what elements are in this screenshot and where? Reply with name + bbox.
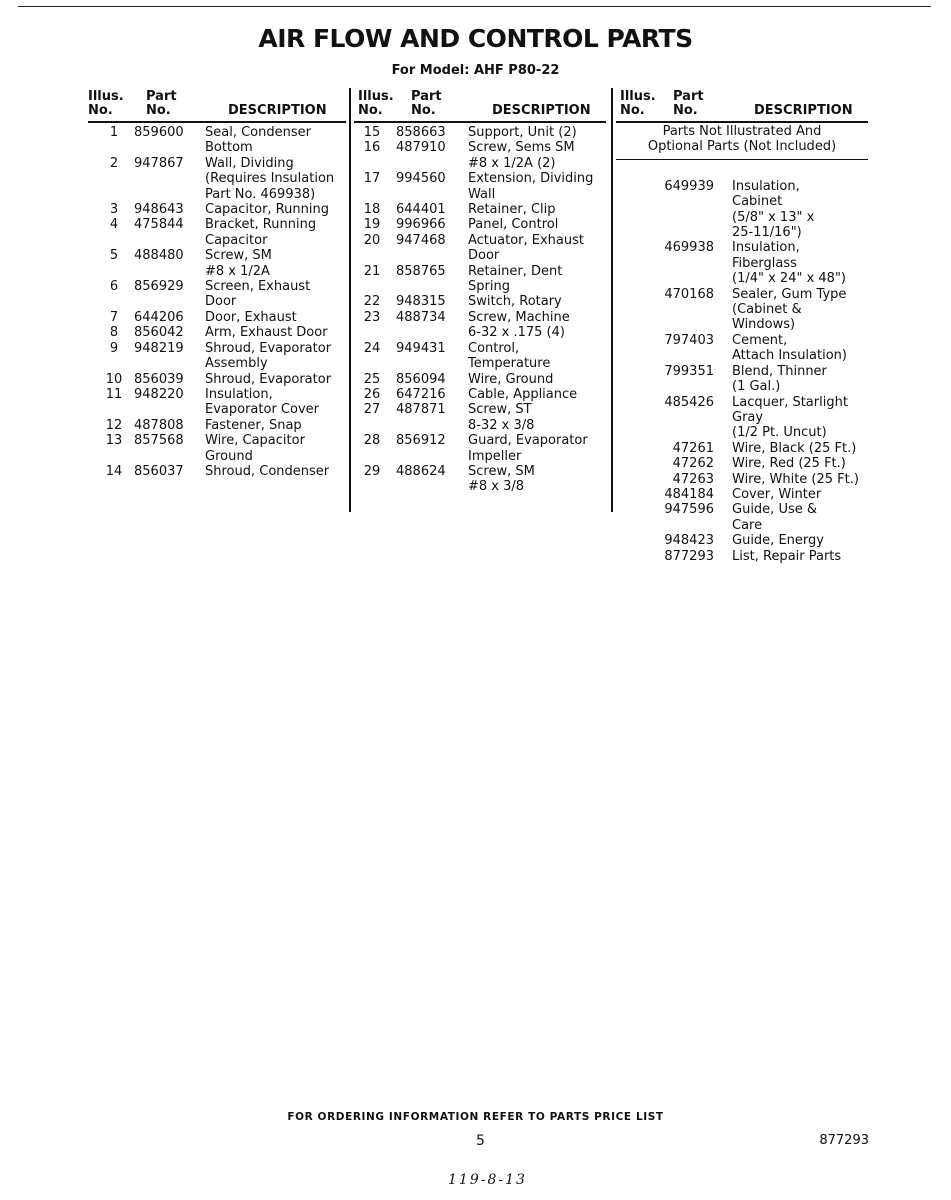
part-description: Capacitor, Running (205, 202, 329, 218)
parts-row (88, 372, 346, 387)
part-description: 25-11/16") (732, 225, 802, 241)
part-description: Capacitor (205, 232, 268, 248)
part-number: 470168 (664, 286, 714, 302)
part-description: Door, Exhaust (205, 309, 297, 325)
part-description: Screw, Machine (468, 309, 570, 325)
part-description: Guide, Use & (732, 502, 817, 518)
illus-number: 26 (363, 386, 381, 402)
part-description: Shroud, Evaporator (205, 371, 332, 387)
part-description: Fiberglass (732, 255, 797, 271)
illus-number: 9 (109, 340, 119, 356)
top-rule (18, 6, 931, 7)
part-description: Fastener, Snap (205, 417, 302, 433)
parts-row (354, 294, 606, 309)
part-number: 487910 (396, 140, 446, 156)
part-description: Insulation, (732, 178, 800, 194)
illus-header: Illus. No. (358, 89, 394, 118)
part-description: (Cabinet & (732, 302, 802, 318)
part-description: Screw, SM (205, 248, 272, 264)
part-number: 856912 (396, 433, 446, 449)
part-description: Cement, (732, 332, 788, 348)
parts-row (354, 202, 606, 217)
column-divider (349, 88, 351, 512)
optional-parts-note: Parts Not Illustrated And Optional Parts (Not Included) (647, 124, 837, 155)
part-description: Retainer, Dent (468, 263, 563, 279)
part-description: Retainer, Clip (468, 202, 556, 218)
parts-row (88, 325, 346, 340)
parts-row (354, 387, 606, 402)
part-number: 948423 (664, 533, 714, 549)
part-number: 644401 (396, 202, 446, 218)
illus-number: 6 (109, 279, 119, 295)
part-number: 947867 (134, 155, 184, 171)
part-number: 47263 (672, 471, 714, 487)
part-number: 47261 (672, 440, 714, 456)
illus-number: 1 (109, 125, 119, 140)
part-number: 858765 (396, 263, 446, 279)
part-description: Support, Unit (2) (468, 125, 577, 140)
parts-column-3 (616, 88, 868, 564)
ordering-footer: FOR ORDERING INFORMATION REFER TO PARTS PRICE LIST (287, 1111, 664, 1123)
part-description: (1 Gal.) (732, 379, 781, 395)
part-description: List, Repair Parts (732, 548, 842, 564)
part-description: Evaporator Cover (205, 402, 319, 418)
illus-number: 20 (363, 232, 381, 248)
part-number: 649939 (664, 178, 714, 194)
part-description: Actuator, Exhaust (468, 232, 584, 248)
part-number: 469938 (664, 240, 714, 256)
parts-list (616, 160, 868, 564)
parts-row (354, 464, 606, 495)
part-description: Sealer, Gum Type (732, 286, 847, 302)
part-description: Screw, ST (468, 402, 532, 418)
part-description: Part No. 469938) (205, 186, 316, 202)
illus-number: 25 (363, 371, 381, 387)
part-number: 948219 (134, 340, 184, 356)
part-description: Seal, Condenser (205, 125, 311, 140)
part-header: Part No. (146, 89, 177, 118)
parts-row (88, 279, 346, 310)
parts-row (616, 240, 868, 286)
parts-row (354, 341, 606, 372)
parts-row (616, 333, 868, 364)
parts-row (616, 533, 868, 548)
part-description: Wire, Black (25 Ft.) (732, 440, 857, 456)
part-number: 996966 (396, 217, 446, 233)
parts-row (88, 125, 346, 156)
parts-row (354, 125, 606, 140)
parts-row (354, 217, 606, 232)
parts-row (88, 310, 346, 325)
parts-column-2 (354, 88, 606, 495)
part-number: 799351 (664, 363, 714, 379)
part-description: Windows) (732, 317, 796, 333)
parts-row (354, 372, 606, 387)
part-description: Shroud, Condenser (205, 463, 330, 479)
page-number: 5 (476, 1133, 485, 1149)
parts-row (88, 433, 346, 464)
part-number: 488624 (396, 463, 446, 479)
part-number: 949431 (396, 340, 446, 356)
part-number: 856037 (134, 463, 184, 479)
part-number: 484184 (664, 486, 714, 502)
part-description: Wall, Dividing (205, 155, 294, 171)
part-description: Control, (468, 340, 520, 356)
parts-list (88, 123, 346, 479)
parts-row (354, 310, 606, 341)
part-description: Insulation, (732, 240, 800, 256)
parts-column-1 (88, 88, 346, 479)
part-number: 47262 (672, 456, 714, 472)
part-description: Wire, White (25 Ft.) (732, 471, 859, 487)
part-description: Shroud, Evaporator (205, 340, 332, 356)
parts-row (88, 387, 346, 418)
description-header: DESCRIPTION (754, 103, 853, 118)
part-header: Part No. (411, 89, 442, 118)
part-description: #8 x 1/2A (205, 263, 270, 279)
part-number: 487808 (134, 417, 184, 433)
illus-number: 23 (363, 309, 381, 325)
description-header: DESCRIPTION (492, 103, 591, 118)
part-number: 856094 (396, 371, 446, 387)
illus-number: 29 (363, 463, 381, 479)
parts-row (616, 287, 868, 333)
part-number: 858663 (396, 125, 446, 140)
part-description: Arm, Exhaust Door (205, 325, 328, 341)
illus-number: 10 (105, 371, 123, 387)
column-header (88, 88, 346, 123)
handwritten-note: 119-8-13 (448, 1172, 527, 1188)
illus-number: 16 (363, 140, 381, 156)
parts-row (616, 472, 868, 487)
parts-row (354, 402, 606, 433)
part-description: Impeller (468, 448, 522, 464)
illus-number: 27 (363, 402, 381, 418)
part-description: 6-32 x .175 (4) (468, 325, 565, 341)
illus-number: 18 (363, 202, 381, 218)
part-description: Switch, Rotary (468, 294, 562, 310)
part-description: Guide, Energy (732, 533, 824, 549)
illus-number: 19 (363, 217, 381, 233)
illus-number: 12 (105, 417, 123, 433)
part-description: Screw, SM (468, 463, 535, 479)
part-number: 856929 (134, 279, 184, 295)
part-description: Insulation, (205, 386, 273, 402)
parts-row (354, 433, 606, 464)
part-description: #8 x 1/2A (2) (468, 155, 556, 171)
part-number: 644206 (134, 309, 184, 325)
parts-row (616, 441, 868, 456)
parts-row (88, 341, 346, 372)
part-description: Gray (732, 409, 764, 425)
part-description: Blend, Thinner (732, 363, 827, 379)
part-description: Temperature (468, 356, 551, 372)
part-description: (Requires Insulation (205, 171, 335, 187)
illus-number: 14 (105, 463, 123, 479)
parts-row (88, 464, 346, 479)
part-number: 994560 (396, 171, 446, 187)
parts-row (88, 217, 346, 248)
illus-number: 11 (105, 386, 123, 402)
illus-number: 13 (105, 433, 123, 449)
illus-number: 17 (363, 171, 381, 187)
illus-header: Illus. No. (88, 89, 124, 118)
part-description: Bottom (205, 140, 253, 156)
part-description: (1/2 Pt. Uncut) (732, 425, 827, 441)
part-description: Wall (468, 186, 496, 202)
parts-row (616, 502, 868, 533)
illus-number: 15 (363, 125, 381, 140)
part-number: 485426 (664, 394, 714, 410)
part-description: Extension, Dividing (468, 171, 594, 187)
part-description: 8-32 x 3/8 (468, 417, 535, 433)
parts-row (616, 364, 868, 395)
part-number: 647216 (396, 386, 446, 402)
parts-list (354, 123, 606, 495)
part-description: Attach Insulation) (732, 348, 847, 364)
part-description: Wire, Capacitor (205, 433, 305, 449)
part-description: Door (205, 294, 237, 310)
parts-row (616, 456, 868, 471)
model-subtitle: For Model: AHF P80-22 (391, 63, 560, 78)
part-description: Door (468, 248, 500, 264)
part-number: 948643 (134, 202, 184, 218)
parts-row (616, 487, 868, 502)
illus-number: 3 (109, 202, 119, 218)
parts-row (616, 179, 868, 241)
illus-number: 8 (109, 325, 119, 341)
part-description: Panel, Control (468, 217, 559, 233)
part-number: 857568 (134, 433, 184, 449)
parts-row (88, 418, 346, 433)
part-description: Care (732, 517, 763, 533)
part-number: 856039 (134, 371, 184, 387)
part-number: 947468 (396, 232, 446, 248)
illus-number: 21 (363, 263, 381, 279)
parts-row (88, 202, 346, 217)
part-number: 948220 (134, 386, 184, 402)
part-description: Screen, Exhaust (205, 279, 311, 295)
parts-row (88, 248, 346, 279)
illus-number: 2 (109, 155, 119, 171)
part-description: Ground (205, 448, 253, 464)
part-number: 488734 (396, 309, 446, 325)
description-header: DESCRIPTION (228, 103, 327, 118)
page-title: AIR FLOW AND CONTROL PARTS (258, 24, 693, 53)
illus-number: 4 (109, 217, 119, 233)
illus-number: 7 (109, 309, 119, 325)
part-number: 487871 (396, 402, 446, 418)
document-number: 877293 (819, 1133, 869, 1148)
part-description: Bracket, Running (205, 217, 317, 233)
parts-row (354, 140, 606, 171)
part-number: 856042 (134, 325, 184, 341)
part-number: 877293 (664, 548, 714, 564)
part-number: 947596 (664, 502, 714, 518)
parts-row (616, 549, 868, 564)
part-description: (5/8" x 13" x (732, 209, 815, 225)
part-description: Cover, Winter (732, 486, 822, 502)
part-number: 475844 (134, 217, 184, 233)
part-number: 797403 (664, 332, 714, 348)
parts-row (616, 395, 868, 441)
parts-row (354, 171, 606, 202)
column-header (354, 88, 606, 123)
column-header (616, 88, 868, 123)
parts-row (88, 156, 346, 202)
part-description: Assembly (205, 356, 268, 372)
part-description: Wire, Red (25 Ft.) (732, 456, 846, 472)
illus-number: 22 (363, 294, 381, 310)
part-number: 948315 (396, 294, 446, 310)
part-description: #8 x 3/8 (468, 479, 525, 495)
part-header: Part No. (673, 89, 704, 118)
column-divider (611, 88, 613, 512)
part-description: Guard, Evaporator (468, 433, 588, 449)
part-description: Cable, Appliance (468, 386, 578, 402)
part-description: Screw, Sems SM (468, 140, 575, 156)
part-description: Spring (468, 279, 510, 295)
illus-number: 24 (363, 340, 381, 356)
parts-row (354, 264, 606, 295)
illus-number: 28 (363, 433, 381, 449)
part-number: 859600 (134, 125, 184, 140)
illus-header: Illus. No. (620, 89, 656, 118)
part-description: Wire, Ground (468, 371, 554, 387)
parts-row (354, 233, 606, 264)
part-description: Cabinet (732, 194, 783, 210)
illus-number: 5 (109, 248, 119, 264)
part-description: Lacquer, Starlight (732, 394, 848, 410)
part-number: 488480 (134, 248, 184, 264)
part-description: (1/4" x 24" x 48") (732, 271, 847, 287)
